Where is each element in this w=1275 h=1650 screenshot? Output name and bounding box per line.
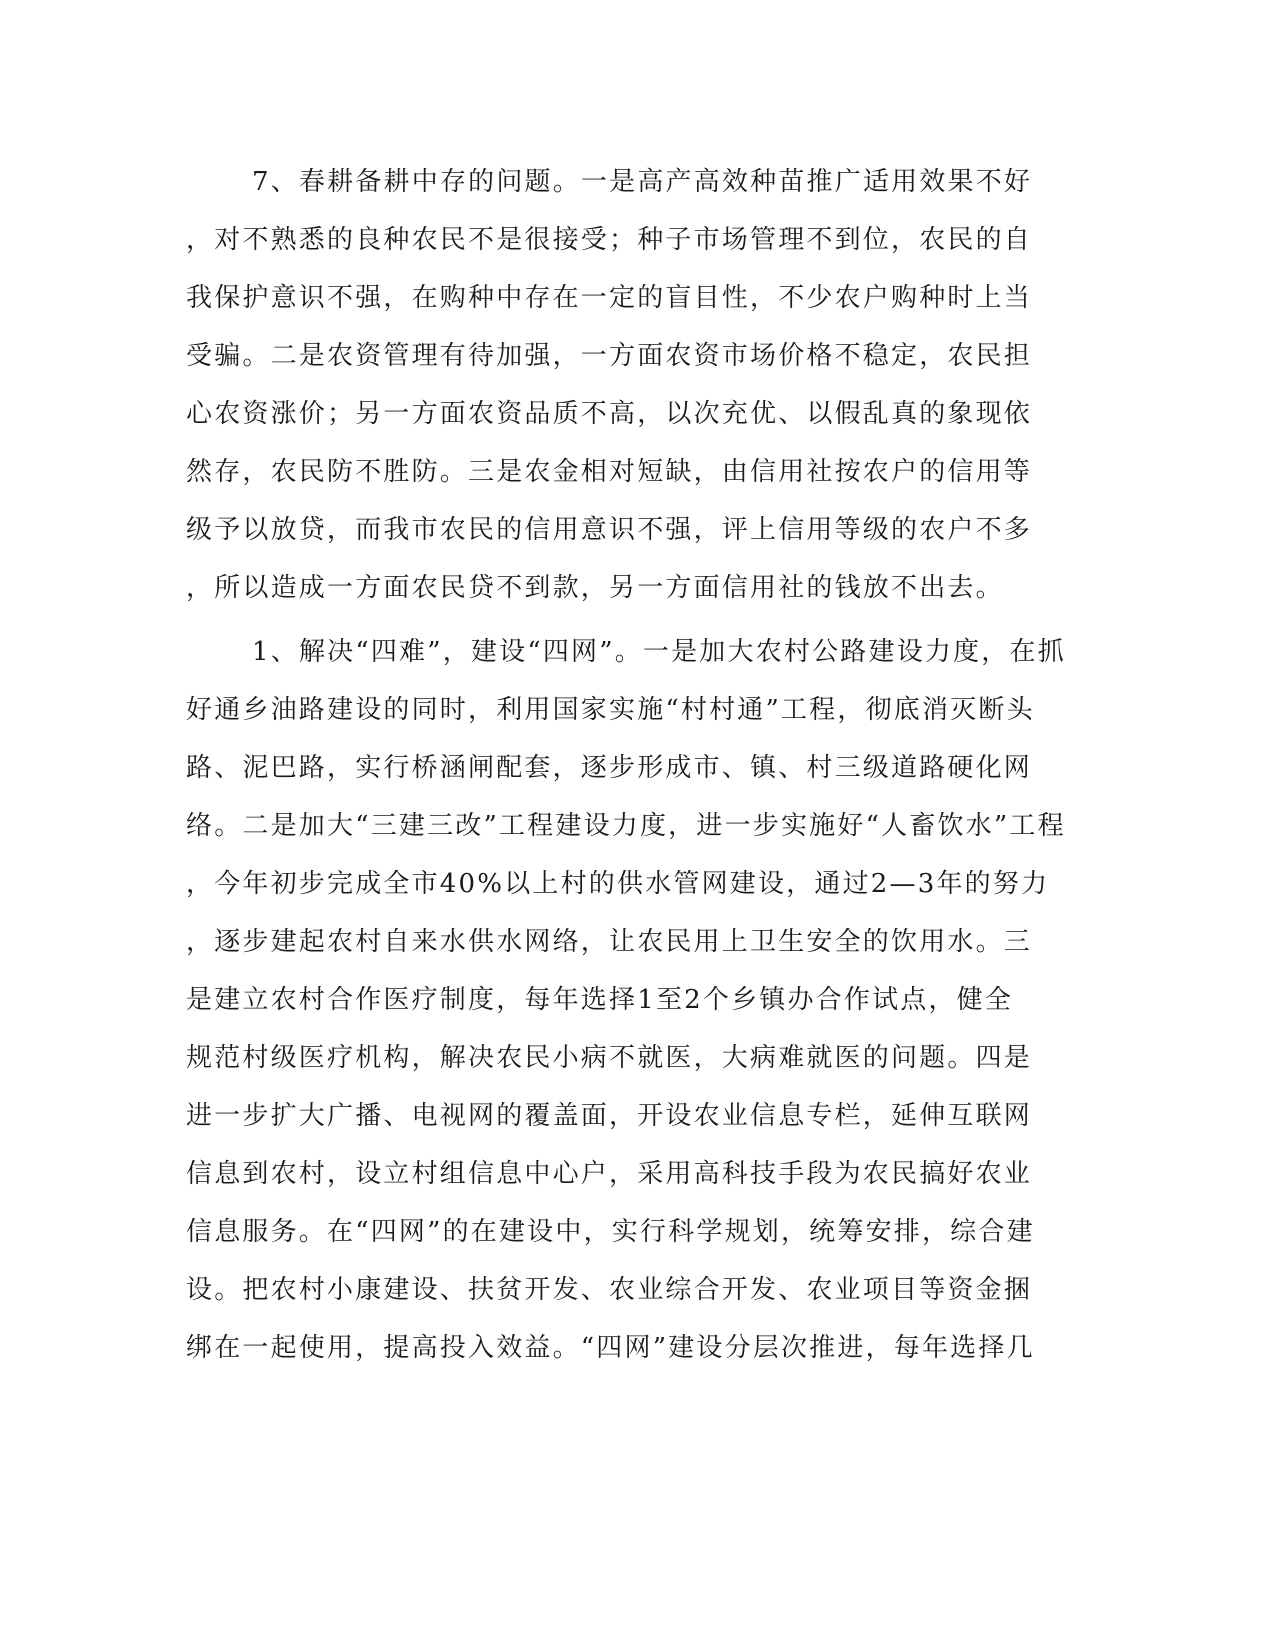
paragraph-2-line-1: 1、解决“四难”，建设“四网”。一是加大农村公路建设力度，在抓 (252, 637, 1066, 667)
paragraph-2-line-2: 好通乡油路建设的同时，利用国家实施“村村通”工程，彻底消灭断头 (186, 695, 1035, 725)
paragraph-2-line-10: 信息到农村，设立村组信息中心户，采用高科技手段为农民搞好农业 (186, 1159, 1033, 1189)
paragraph-2-line-13: 绑在一起使用，提高投入效益。“四网”建设分层次推进，每年选择几 (186, 1333, 1035, 1363)
paragraph-2-line-4: 络。二是加大“三建三改”工程建设力度，进一步实施好“人畜饮水”工程 (186, 811, 1066, 841)
paragraph-2-line-11: 信息服务。在“四网”的在建设中，实行科学规划，统筹安排，综合建 (186, 1217, 1035, 1247)
paragraph-1-line-4: 受骗。二是农资管理有待加强，一方面农资市场价格不稳定，农民担 (186, 341, 1033, 371)
paragraph-2-line-3: 路、泥巴路，实行桥涵闸配套，逐步形成市、镇、村三级道路硬化网 (186, 753, 1033, 783)
paragraph-1-line-6: 然存，农民防不胜防。三是农金相对短缺，由信用社按农户的信用等 (186, 457, 1033, 487)
paragraph-2-line-5: ，今年初步完成全市40%以上村的供水管网建设，通过2—3年的努力 (186, 869, 1050, 899)
paragraph-2-line-6: ，逐步建起农村自来水供水网络，让农民用上卫生安全的饮用水。三 (186, 927, 1033, 957)
paragraph-2-line-7: 是建立农村合作医疗制度，每年选择1至2个乡镇办合作试点，健全 (186, 985, 1014, 1015)
paragraph-1-line-5: 心农资涨价；另一方面农资品质不高，以次充优、以假乱真的象现依 (186, 399, 1033, 429)
paragraph-2-line-12: 设。把农村小康建设、扶贫开发、农业综合开发、农业项目等资金捆 (186, 1275, 1033, 1305)
paragraph-1-line-3: 我保护意识不强，在购种中存在一定的盲目性，不少农户购种时上当 (186, 283, 1033, 313)
paragraph-2-line-9: 进一步扩大广播、电视网的覆盖面，开设农业信息专栏，延伸互联网 (186, 1101, 1033, 1131)
paragraph-2-line-8: 规范村级医疗机构，解决农民小病不就医，大病难就医的问题。四是 (186, 1043, 1033, 1073)
paragraph-1-line-1: 7、春耕备耕中存的问题。一是高产高效种苗推广适用效果不好 (252, 167, 1033, 197)
paragraph-1-line-7: 级予以放贷，而我市农民的信用意识不强，评上信用等级的农户不多 (186, 515, 1033, 545)
paragraph-1-line-8: ，所以造成一方面农民贷不到款，另一方面信用社的钱放不出去。 (186, 573, 1004, 603)
paragraph-1-line-2: ，对不熟悉的良种农民不是很接受；种子市场管理不到位，农民的自 (186, 225, 1033, 255)
